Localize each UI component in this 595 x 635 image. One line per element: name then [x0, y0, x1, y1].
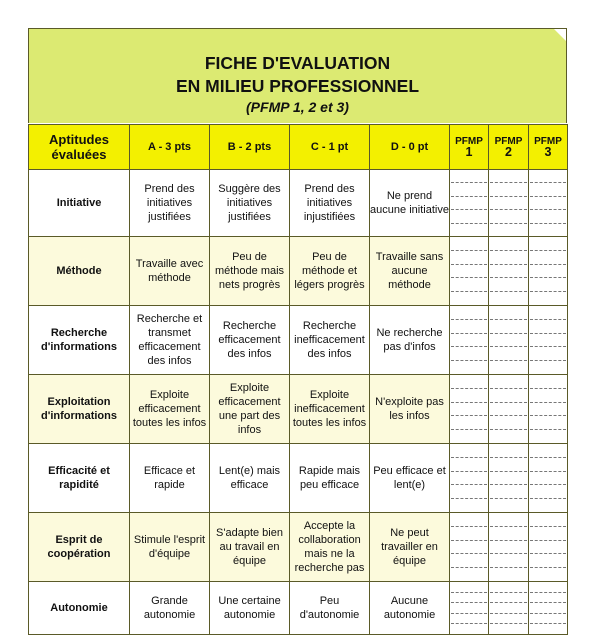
dashed-entry-line	[490, 415, 527, 416]
criterion-d: Aucune autonomie	[370, 582, 450, 635]
dashed-entry-line	[490, 291, 527, 292]
dashed-entry-line	[530, 333, 566, 334]
aptitude-label: Esprit de coopération	[29, 513, 130, 582]
dashed-entry-line	[490, 602, 527, 603]
dashed-entry-line	[530, 457, 566, 458]
criterion-a: Recherche et transmet efficacement des infos	[130, 306, 210, 375]
dashed-entry-line	[530, 429, 566, 430]
title-line-2: EN MILIEU PROFESSIONNEL	[175, 76, 420, 96]
dashed-entry-line	[451, 346, 487, 347]
dashed-entry-line	[451, 209, 487, 210]
pfmp-2-score-cell[interactable]	[489, 513, 529, 582]
pfmp-label: PFMP	[534, 136, 562, 147]
table-row	[29, 582, 568, 635]
dashed-entry-line	[490, 223, 527, 224]
criterion-a: Efficace et rapide	[130, 444, 210, 513]
dashed-entry-line	[490, 471, 527, 472]
dashed-entry-line	[530, 471, 566, 472]
subtitle: (PFMP 1, 2 et 3)	[246, 99, 349, 115]
dashed-entry-line	[490, 388, 527, 389]
criterion-c: Accepte la collaboration mais ne la recherche pas	[290, 513, 370, 582]
pfmp-3-score-cell[interactable]	[529, 444, 568, 513]
dashed-entry-line	[530, 196, 566, 197]
dashed-entry-line	[530, 415, 566, 416]
pfmp-3-score-cell[interactable]	[529, 237, 568, 306]
pfmp-label: PFMP	[494, 136, 523, 147]
aptitude-label: Recherche d'informations	[29, 306, 130, 375]
criterion-a: Travaille avec méthode	[130, 237, 210, 306]
dashed-entry-line	[451, 182, 487, 183]
header-row	[29, 125, 568, 170]
dashed-entry-line	[530, 402, 566, 403]
dashed-entry-line	[451, 250, 487, 251]
dashed-entry-line	[530, 498, 566, 499]
pfmp-3-score-cell[interactable]	[529, 375, 568, 444]
dashed-entry-line	[530, 291, 566, 292]
dashed-entry-line	[490, 250, 527, 251]
dashed-entry-line	[530, 592, 566, 593]
dashed-entry-line	[490, 277, 527, 278]
pfmp-1-score-cell[interactable]	[450, 513, 489, 582]
dashed-entry-line	[451, 526, 487, 527]
dashed-entry-line	[530, 623, 566, 624]
dashed-entry-line	[490, 567, 527, 568]
dashed-entry-line	[451, 415, 487, 416]
dashed-entry-line	[451, 602, 487, 603]
pfmp-1-score-cell[interactable]	[450, 237, 489, 306]
criterion-c: Exploite inefficacement toutes les infos	[290, 375, 370, 444]
criterion-c: Prend des initiatives injustifiées	[290, 170, 370, 237]
pfmp-2-score-cell[interactable]	[489, 582, 529, 635]
pfmp-number: 3	[544, 145, 552, 159]
table-row	[29, 170, 568, 237]
dashed-entry-line	[530, 277, 566, 278]
pfmp-2-score-cell[interactable]	[489, 375, 529, 444]
dashed-entry-line	[451, 540, 487, 541]
dashed-entry-line	[490, 360, 527, 361]
dashed-entry-line	[490, 319, 527, 320]
aptitude-label: Efficacité et rapidité	[29, 444, 130, 513]
dashed-entry-line	[530, 264, 566, 265]
evaluation-sheet	[28, 28, 568, 630]
dashed-entry-line	[451, 291, 487, 292]
dashed-entry-line	[451, 471, 487, 472]
aptitude-label: Initiative	[29, 170, 130, 237]
dashed-entry-line	[530, 182, 566, 183]
criterion-b: Exploite efficacement une part des infos	[210, 375, 290, 444]
pfmp-2-score-cell[interactable]	[489, 237, 529, 306]
criterion-a: Stimule l'esprit d'équipe	[130, 513, 210, 582]
dashed-entry-line	[530, 484, 566, 485]
dashed-entry-line	[490, 623, 527, 624]
dashed-entry-line	[490, 613, 527, 614]
header-c: C - 1 pt	[290, 125, 370, 170]
dashed-entry-line	[451, 319, 487, 320]
dashed-entry-line	[490, 346, 527, 347]
pfmp-3-score-cell[interactable]	[529, 513, 568, 582]
dashed-entry-line	[451, 613, 487, 614]
dashed-entry-line	[490, 182, 527, 183]
pfmp-number: 1	[465, 145, 473, 159]
criterion-d: Travaille sans aucune méthode	[370, 237, 450, 306]
pfmp-1-score-cell[interactable]	[450, 444, 489, 513]
dashed-entry-line	[451, 623, 487, 624]
criterion-c: Peu d'autonomie	[290, 582, 370, 635]
criterion-b: Suggère des initiatives justifiées	[210, 170, 290, 237]
dashed-entry-line	[530, 223, 566, 224]
pfmp-1-score-cell[interactable]	[450, 375, 489, 444]
pfmp-3-score-cell[interactable]	[529, 306, 568, 375]
dashed-entry-line	[530, 567, 566, 568]
dashed-entry-line	[490, 553, 527, 554]
dashed-entry-line	[451, 277, 487, 278]
table-row	[29, 444, 568, 513]
dashed-entry-line	[530, 209, 566, 210]
pfmp-3-score-cell[interactable]	[529, 582, 568, 635]
dashed-entry-line	[490, 333, 527, 334]
criterion-d: Peu efficace et lent(e)	[370, 444, 450, 513]
pfmp-2-score-cell[interactable]	[489, 444, 529, 513]
criterion-b: Peu de méthode mais nets progrès	[210, 237, 290, 306]
criterion-d: Ne prend aucune initiative	[370, 170, 450, 237]
pfmp-label: PFMP	[455, 136, 483, 147]
title-banner	[28, 28, 567, 123]
dashed-entry-line	[530, 613, 566, 614]
aptitude-label: Exploitation d'informations	[29, 375, 130, 444]
dashed-entry-line	[530, 250, 566, 251]
dashed-entry-line	[490, 457, 527, 458]
dashed-entry-line	[490, 429, 527, 430]
dashed-entry-line	[451, 498, 487, 499]
pfmp-1-score-cell[interactable]	[450, 306, 489, 375]
pfmp-number: 2	[505, 145, 512, 159]
criterion-c: Peu de méthode et légers progrès	[290, 237, 370, 306]
dashed-entry-line	[490, 196, 527, 197]
criterion-a: Grande autonomie	[130, 582, 210, 635]
dashed-entry-line	[530, 360, 566, 361]
header-aptitudes: Aptitudes évaluées	[29, 125, 130, 170]
dashed-entry-line	[451, 484, 487, 485]
pfmp-1-score-cell[interactable]	[450, 170, 489, 237]
criterion-b: Une certaine autonomie	[210, 582, 290, 635]
evaluation-table	[28, 124, 568, 635]
aptitude-label: Autonomie	[29, 582, 130, 635]
dashed-entry-line	[490, 264, 527, 265]
dashed-entry-line	[451, 264, 487, 265]
header-pfmp-3	[529, 125, 568, 170]
criterion-b: S'adapte bien au travail en équipe	[210, 513, 290, 582]
dashed-entry-line	[451, 388, 487, 389]
criterion-c: Recherche inefficacement des infos	[290, 306, 370, 375]
table-row	[29, 375, 568, 444]
header-a: A - 3 pts	[130, 125, 210, 170]
dashed-entry-line	[451, 592, 487, 593]
criterion-b: Lent(e) mais efficace	[210, 444, 290, 513]
dashed-entry-line	[530, 319, 566, 320]
dashed-entry-line	[490, 540, 527, 541]
criterion-d: N'exploite pas les infos	[370, 375, 450, 444]
dashed-entry-line	[530, 388, 566, 389]
criterion-d: Ne peut travailler en équipe	[370, 513, 450, 582]
dashed-entry-line	[530, 526, 566, 527]
dashed-entry-line	[451, 429, 487, 430]
table-row	[29, 237, 568, 306]
dashed-entry-line	[451, 402, 487, 403]
dashed-entry-line	[451, 196, 487, 197]
dashed-entry-line	[490, 526, 527, 527]
dashed-entry-line	[451, 223, 487, 224]
dashed-entry-line	[451, 360, 487, 361]
dashed-entry-line	[451, 333, 487, 334]
dashed-entry-line	[451, 553, 487, 554]
dashed-entry-line	[451, 457, 487, 458]
table-row	[29, 513, 568, 582]
criterion-a: Prend des initiatives justifiées	[130, 170, 210, 237]
table-row	[29, 306, 568, 375]
folded-corner	[554, 29, 566, 41]
pfmp-1-score-cell[interactable]	[450, 582, 489, 635]
pfmp-2-score-cell[interactable]	[489, 306, 529, 375]
pfmp-2-score-cell[interactable]	[489, 170, 529, 237]
dashed-entry-line	[490, 484, 527, 485]
dashed-entry-line	[490, 402, 527, 403]
header-b: B - 2 pts	[210, 125, 290, 170]
dashed-entry-line	[530, 553, 566, 554]
header-pfmp-2	[489, 125, 529, 170]
dashed-entry-line	[490, 498, 527, 499]
criterion-a: Exploite efficacement toutes les infos	[130, 375, 210, 444]
dashed-entry-line	[451, 567, 487, 568]
pfmp-3-score-cell[interactable]	[529, 170, 568, 237]
dashed-entry-line	[530, 602, 566, 603]
dashed-entry-line	[490, 592, 527, 593]
dashed-entry-line	[490, 209, 527, 210]
criterion-b: Recherche efficacement des infos	[210, 306, 290, 375]
criterion-c: Rapide mais peu efficace	[290, 444, 370, 513]
dashed-entry-line	[530, 540, 566, 541]
header-pfmp-1	[450, 125, 489, 170]
title-line-1: FICHE D'EVALUATION	[204, 53, 391, 73]
criterion-d: Ne recherche pas d'infos	[370, 306, 450, 375]
dashed-entry-line	[530, 346, 566, 347]
aptitude-label: Méthode	[29, 237, 130, 306]
header-d: D - 0 pt	[370, 125, 450, 170]
